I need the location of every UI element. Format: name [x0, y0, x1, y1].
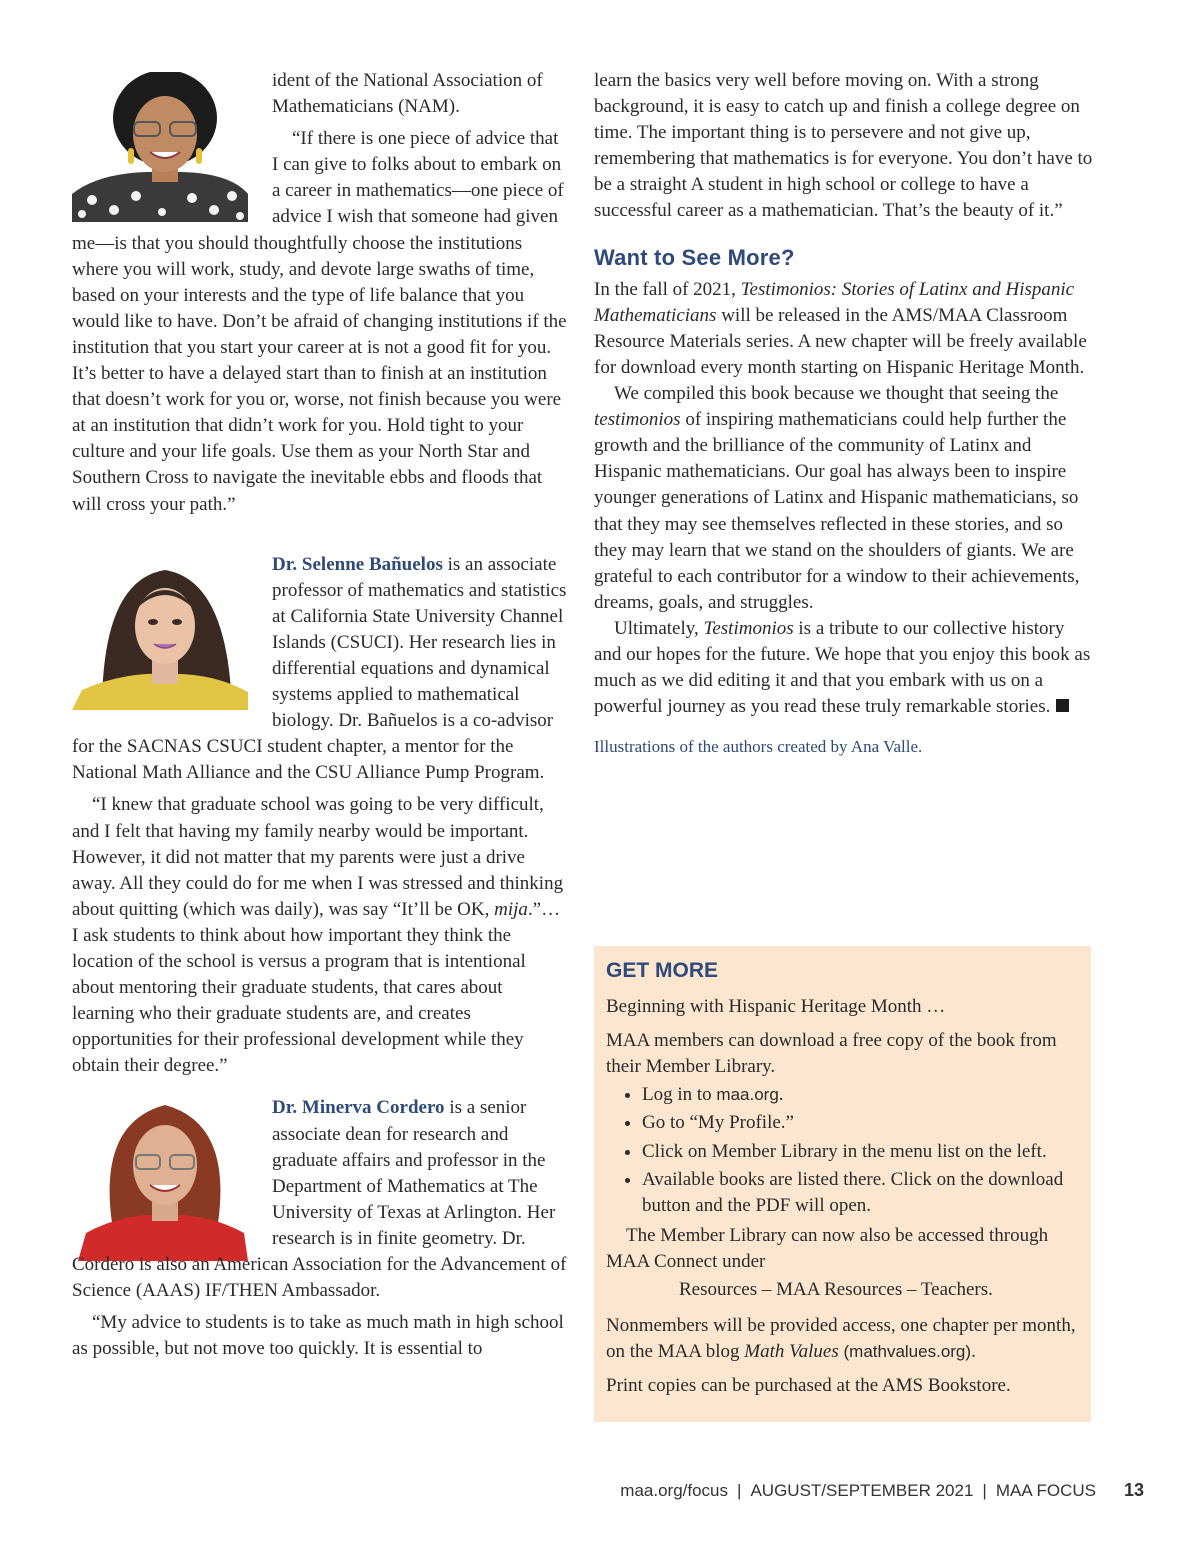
name-cordero: Dr. Minerva Cordero	[272, 1097, 445, 1119]
resources-path: Resources – MAA Resources – Teachers.	[679, 1279, 993, 1301]
book-title: Testimonios: Stories of Latinx and Hispanic Mathematicians	[594, 278, 1075, 326]
get-more-print: Print copies can be purchased at the AMS Bookstore.	[606, 1375, 1011, 1397]
nonmembers-end: .	[971, 1341, 976, 1363]
footer-issue: AUGUST/SEPTEMBER 2021	[750, 1481, 974, 1500]
author-portrait-1	[72, 72, 258, 222]
page-footer	[620, 1480, 1144, 1501]
advice-quote: “If there is one piece of advice that I can give to folks about to embark on a career in mathematics—one piece of advice I wish that someone had given me—is that you should thoughtfully choose the institutions where you will work, study, and devote large swaths of time, based on your interests and the type of life balance that you would like to have. Don’t be afraid of changing institutions if the institution that you start your career at is not a good fit for you. It’s better to have a delayed start than to finish at an institution that doesn’t work for you or, worse, not finish because you were at an institution that didn’t work for you. Hold tight to your culture and your life goals. Use them as your North Star and Southern Cross to navigate the inevitable ebbs and floods that will cross your path.”	[72, 128, 567, 515]
list-item: • Available books are listed there. Click on the download button and the PDF will open.	[642, 1167, 1079, 1219]
end-mark-icon	[1056, 699, 1069, 712]
book-announcement	[594, 277, 1094, 381]
list-item	[642, 1082, 1079, 1108]
book-closing-em: Testimonios	[703, 617, 794, 639]
book-closing	[594, 616, 1094, 720]
get-more-intro: Beginning with Hispanic Heritage Month …	[606, 996, 946, 1018]
get-more-nonmembers	[606, 1313, 1079, 1365]
book-announcement-a: In the fall of 2021,	[594, 278, 741, 300]
left-column	[72, 68, 568, 1362]
footer-divider: |	[982, 1481, 987, 1500]
bio-cordero-text: is a senior associate dean for research and graduate affairs and professor in the Department of Mathematics at The University of Texas at Arlington. Her research is in finite geometry. Dr. Cordero is also an American Association for the Advancement of Science (AAAS) IF/THEN Ambassador.	[72, 1097, 567, 1302]
maa-org-link[interactable]: maa.org	[716, 1085, 779, 1105]
blog-title: Math Values	[744, 1341, 839, 1363]
right-column	[594, 68, 1094, 760]
left-text-p1: ident of the National Association of Mathematicians (NAM).	[272, 70, 543, 118]
member-steps-list	[606, 1082, 1079, 1218]
book-closing-b: is a tribute to our collective history and our hopes for the future. We hope that you enjoy this book as much as we did editing it and that you embark with us on a powerful journey as you read these truly remarkable stories.	[594, 617, 1091, 718]
quote-cordero: “My advice to students is to take as much math in high school as possible, but not move too quickly. It is essential to	[72, 1312, 564, 1360]
name-banuelos: Dr. Selenne Bañuelos	[272, 553, 443, 575]
get-more-box	[594, 946, 1091, 1422]
get-more-members: MAA members can download a free copy of the book from their Member Library.	[606, 1030, 1057, 1078]
get-more-connect: The Member Library can now also be accessed through MAA Connect under	[606, 1224, 1049, 1272]
quote-banuelos-part-a: “I knew that graduate school was going to be very difficult, and I felt that having my family nearby would be important. However, it did not matter that my parents were just a drive away. All they could do for me when I was stressed and thinking about quitting (which was daily), was say “It’ll be OK,	[72, 794, 564, 920]
footer-site[interactable]: maa.org/focus	[620, 1481, 729, 1500]
step1-end: .	[778, 1084, 784, 1106]
quote-banuelos	[72, 792, 568, 1079]
author-portrait-cordero	[72, 1093, 258, 1243]
get-more-title: GET MORE	[606, 959, 719, 982]
right-text-p1: learn the basics very well before moving on. With a strong background, it is easy to catch up and finish a college degree on time. The important thing is to persevere and not give up, remembering that mathematics is for everyone. You don’t have to be a straight A student in high school or college to have a successful career as a mathematician. That’s the beauty of it.”	[594, 70, 1093, 222]
book-purpose-b: of inspiring mathematicians could help further the growth and the brilliance of the community of Latinx and Hispanic mathematicians. Our goal has always been to inspire younger generations of Latinx and Hispanic mathematicians, so that they may see themselves reflected in these stories, and so they may learn that we stand on the shoulders of giants. We are grateful to each contributor for a window to their achievements, dreams, goals, and struggles.	[594, 409, 1080, 613]
quote-banuelos-part-b: .”… I ask students to think about how important they think the location of the school is versus a program that is intentional about mentoring their graduate students, that cares about learning who their graduate students are, and creates opportunities for their professional development while they obtain their degree.”	[72, 898, 561, 1077]
bio-banuelos-text: is an associate professor of mathematics and statistics at California State University Channel Islands (CSUCI). Her research lies in differential equations and dynamical systems applied to mathematical biology. Dr. Bañuelos is a co-advisor for the SACNAS CSUCI student chapter, a mentor for the National Math Alliance and the CSU Alliance Pump Program.	[72, 553, 567, 784]
book-purpose-a: We compiled this book because we thought that seeing the	[614, 383, 1059, 405]
book-announcement-b: will be released in the AMS/MAA Classroom Resource Materials series. A new chapter will be freely available for download every month starting on Hispanic Heritage Month.	[594, 304, 1087, 378]
book-closing-a: Ultimately,	[614, 617, 704, 639]
footer-divider: |	[737, 1481, 742, 1500]
book-purpose-em: testimonios	[594, 409, 681, 431]
illustration-credit: Illustrations of the authors created by Ana Valle.	[594, 737, 923, 757]
quote-banuelos-em: mija	[494, 898, 528, 920]
book-purpose	[594, 381, 1094, 616]
list-item: • Go to “My Profile.”	[642, 1110, 1079, 1136]
footer-magazine: MAA FOCUS	[995, 1481, 1096, 1500]
step1-text: Log in to	[642, 1084, 717, 1106]
list-item: • Click on Member Library in the menu list on the left.	[642, 1139, 1079, 1165]
nonmembers-text: Nonmembers will be provided access, one chapter per month, on the MAA blog	[606, 1315, 1076, 1363]
page-number: 13	[1123, 1480, 1144, 1500]
section-heading: Want to See More?	[594, 244, 795, 270]
author-portrait-banuelos	[72, 560, 258, 710]
mathvalues-link[interactable]: (mathvalues.org)	[843, 1342, 972, 1362]
